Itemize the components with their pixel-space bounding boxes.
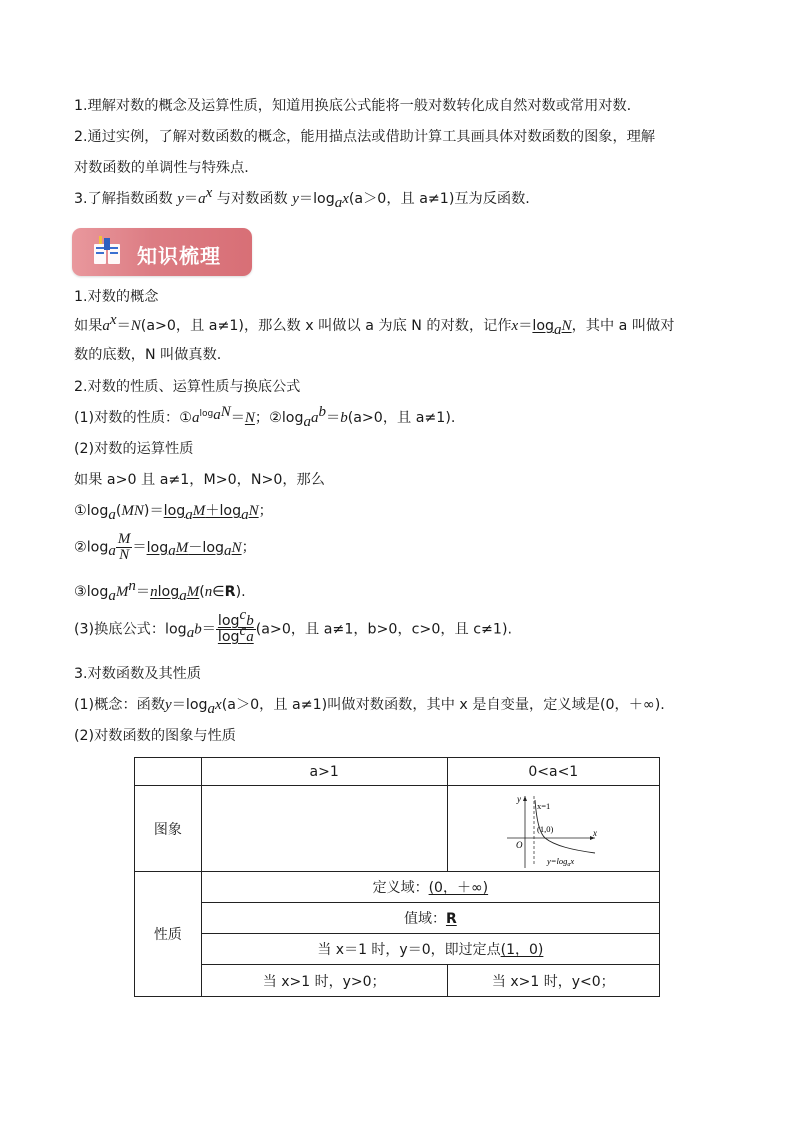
fixed-point-cell: 当 x＝1 时，y＝0，即过定点(1，0)	[201, 934, 659, 965]
table-domain-row	[135, 872, 660, 903]
row-label-graph: 图象	[135, 786, 202, 872]
section-banner	[72, 228, 252, 276]
graph-origin-label: O	[516, 839, 523, 850]
banner-title: 知识梳理	[137, 244, 221, 268]
sec2-title: 2.对数的性质、运算性质与换底公式	[74, 379, 301, 395]
graph-a-gt-1-cell	[201, 786, 447, 872]
table-header-row	[135, 758, 660, 786]
header-a-lt-1: 0<a<1	[447, 758, 659, 786]
table-graph-row	[135, 786, 660, 872]
sec1-line1: 如果$a^x=N(a>0$，且 a≠1)，那么数 x 叫做以 a 为底 N 的对数，记作$x=\log_aN$，其中 a 叫做对	[74, 312, 675, 338]
graph-a-lt-1-cell	[447, 786, 659, 872]
table-corner-cell	[135, 758, 202, 786]
table-fixed-point-row	[135, 934, 660, 965]
domain-cell: 定义域：(0，＋∞)	[201, 872, 659, 903]
behavior-a-lt-1: 当 x>1 时，y<0；	[447, 965, 659, 997]
objective-2: 2.通过实例，了解对数函数的概念，能用描点法或借助计算工具画具体对数函数的图象，理解	[74, 129, 656, 145]
sec1-line2: 数的底数，N 叫做真数.	[74, 347, 222, 363]
log-graph-decreasing	[503, 790, 603, 868]
objective-3: 3.了解指数函数 $y=a^x$ 与对数函数 $y=\log_ax(a>0$，且 a≠1)互为反函数.	[74, 185, 530, 211]
sec1-title: 1.对数的概念	[74, 289, 159, 305]
behavior-a-gt-1: 当 x>1 时，y>0；	[201, 965, 447, 997]
sec2-change-of-base: (3)换底公式：$\log_ab=$ $\frac{\log^cb}{\log^ca}$ (a>0，且 a≠1，b>0，c>0，且 c≠1).	[74, 607, 512, 645]
sec3-graph-title: (2)对数函数的图象与性质	[74, 728, 236, 744]
row-label-props: 性质	[135, 872, 202, 997]
sec2-rule-1: $①\log_a(MN)=\log_aM+\log_aN$；	[74, 503, 273, 523]
objective-1: 1.理解对数的概念及运算性质，知道用换底公式能将一般对数转化成自然对数或常用对数.	[74, 98, 632, 114]
table-range-row	[135, 903, 660, 934]
sec2-ops-title: (2)对数的运算性质	[74, 441, 194, 457]
graph-asymptote-label: x=1	[537, 800, 551, 811]
sec3-title: 3.对数函数及其性质	[74, 666, 202, 682]
range-cell: 值域：R	[201, 903, 659, 934]
graph-y-axis-label: y	[517, 793, 522, 804]
table-behavior-row	[135, 965, 660, 997]
sec2-rule-3: $③\log_aM^n=nlog_aM(n\in R)$.	[74, 578, 246, 604]
sec2-properties: (1)对数的性质：$①a^{log_aN}=N$；$②\log_aa^b=b(a>0$，且 a≠1).	[74, 404, 456, 430]
sec2-ops-cond: 如果 a>0 且 a≠1，M>0，N>0，那么	[74, 472, 325, 488]
objective-2-cont: 对数函数的单调性与特殊点.	[74, 160, 249, 176]
book-icon	[92, 236, 122, 268]
graph-x-axis-label: x	[593, 827, 598, 838]
graph-point-label: (1,0)	[537, 823, 554, 834]
sec3-concept: (1)概念：函数$y=\log_ax(a>0$，且 a≠1)叫做对数函数，其中 x 是自变量，定义域是(0，＋∞).	[74, 697, 665, 717]
log-function-table	[134, 757, 660, 997]
sec2-rule-2: $②\log_a$ $\frac{M}{N}$ $=\log_aM-\log_aN$；	[74, 531, 256, 563]
header-a-gt-1: a>1	[201, 758, 447, 786]
graph-curve-label: $y=\log_ax$	[547, 855, 575, 868]
